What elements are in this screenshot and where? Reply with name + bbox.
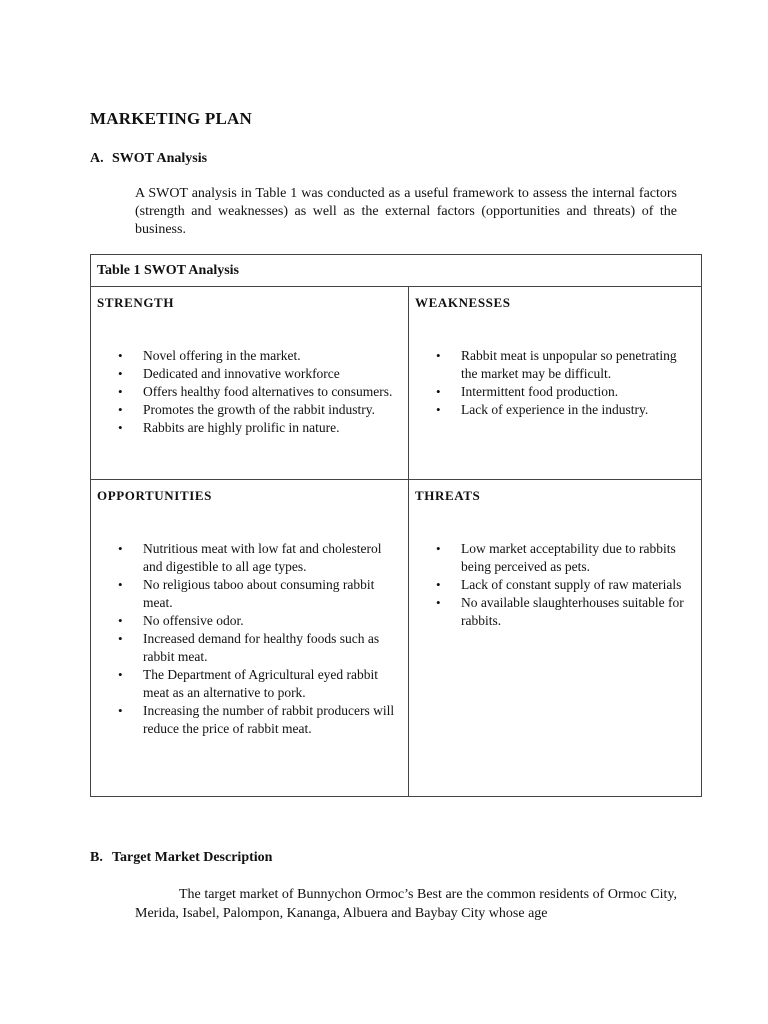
target-market-paragraph: The target market of Bunnychon Ormoc’s Best are the common residents of Ormoc City, Merida, Isabel, Palompon, Kananga, Albuera and Baybay City whose age [135, 887, 677, 921]
table-caption: Table 1 SWOT Analysis [91, 255, 702, 287]
section-b-heading [90, 850, 272, 866]
strength-heading: STRENGTH [97, 295, 175, 310]
weaknesses-list [415, 347, 695, 419]
strength-cell [91, 287, 409, 480]
list-item: • Rabbits are highly prolific in nature. [97, 419, 402, 437]
list-item: • Lack of constant supply of raw materials [415, 576, 695, 594]
list-item: • Lack of experience in the industry. [415, 401, 695, 419]
list-item: • Novel offering in the market. [97, 347, 402, 365]
opportunities-cell [91, 480, 409, 797]
list-item: • No religious taboo about consuming rabbit meat. [97, 576, 402, 612]
list-item: • Intermittent food production. [415, 383, 695, 401]
threats-heading: THREATS [415, 488, 481, 503]
list-item: • Increased demand for healthy foods such as rabbit meat. [97, 630, 402, 666]
opportunities-heading: OPPORTUNITIES [97, 488, 212, 503]
strength-list [97, 347, 402, 437]
section-a-letter: A. [90, 151, 104, 166]
list-item: • Rabbit meat is unpopular so penetrating the market may be difficult. [415, 347, 695, 383]
list-item: • Promotes the growth of the rabbit industry. [97, 401, 402, 419]
section-b-title: Target Market Description [112, 850, 273, 865]
list-item: • Dedicated and innovative workforce [97, 365, 402, 383]
list-item: • The Department of Agricultural eyed rabbit meat as an alternative to pork. [97, 666, 402, 702]
threats-cell [409, 480, 702, 797]
list-item: • Increasing the number of rabbit producers will reduce the price of rabbit meat. [97, 702, 402, 738]
list-item: • Offers healthy food alternatives to consumers. [97, 383, 402, 401]
threats-list [415, 540, 695, 630]
section-b-letter: B. [90, 850, 103, 865]
swot-table [90, 254, 702, 797]
weaknesses-heading: WEAKNESSES [415, 295, 511, 310]
list-item: • Nutritious meat with low fat and cholesterol and digestible to all age types. [97, 540, 402, 576]
list-item: • No available slaughterhouses suitable for rabbits. [415, 594, 695, 630]
page-title: MARKETING PLAN [90, 109, 252, 128]
section-a-title: SWOT Analysis [112, 151, 208, 166]
list-item: • No offensive odor. [97, 612, 402, 630]
swot-intro-paragraph: A SWOT analysis in Table 1 was conducted as a useful framework to assess the internal factors (strength and weaknesses) as well as the external factors (opportunities and threats) of the business. [135, 186, 677, 237]
list-item: • Low market acceptability due to rabbits being perceived as pets. [415, 540, 695, 576]
opportunities-list [97, 540, 402, 738]
section-a-heading [90, 151, 207, 167]
weaknesses-cell [409, 287, 702, 480]
